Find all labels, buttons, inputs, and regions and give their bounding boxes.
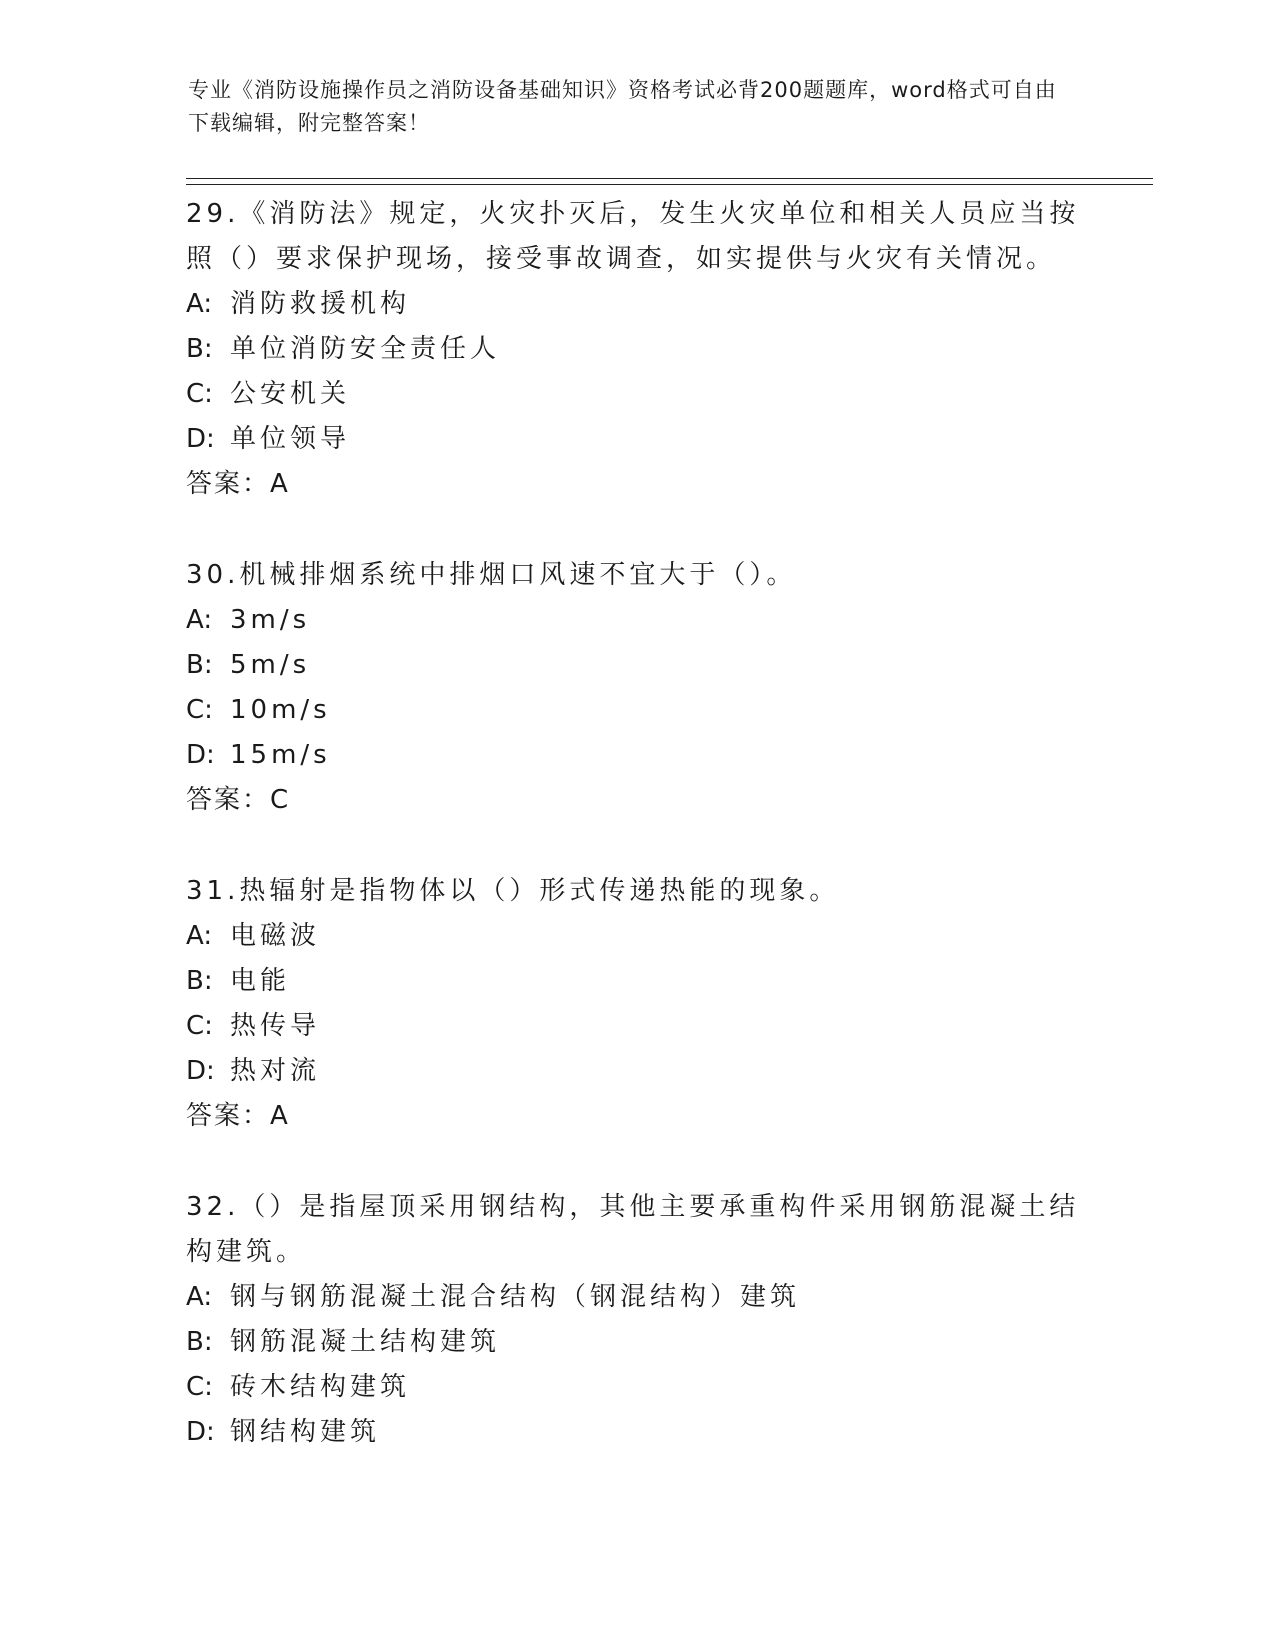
option-key: B: xyxy=(186,1327,213,1357)
option-key: C: xyxy=(186,1372,213,1402)
header-divider-top xyxy=(186,178,1153,179)
option-a xyxy=(186,598,1086,643)
option-text: 公安机关 xyxy=(230,379,351,409)
option-d xyxy=(186,417,1086,462)
option-a xyxy=(186,282,1086,327)
answer-line: 答案：A xyxy=(186,1101,290,1131)
option-text: 15m/s xyxy=(230,740,331,770)
option-text: 电磁波 xyxy=(230,921,321,951)
document-intro: 专业《消防设施操作员之消防设备基础知识》资格考试必背200题题库，word格式可自由下载编辑，附完整答案！ xyxy=(188,78,1057,135)
option-key: D: xyxy=(186,740,215,770)
option-key: D: xyxy=(186,424,215,454)
option-b xyxy=(186,1320,1086,1365)
question-stem: 31.热辐射是指物体以（）形式传递热能的现象。 xyxy=(186,876,840,906)
option-text: 5m/s xyxy=(230,650,311,680)
option-text: 钢筋混凝土结构建筑 xyxy=(230,1327,501,1357)
option-c xyxy=(186,372,1086,417)
option-a xyxy=(186,1275,1086,1320)
option-a xyxy=(186,914,1086,959)
option-d xyxy=(186,1049,1086,1094)
option-b xyxy=(186,959,1086,1004)
option-key: B: xyxy=(186,650,213,680)
option-text: 10m/s xyxy=(230,695,331,725)
option-c xyxy=(186,1365,1086,1410)
option-key: B: xyxy=(186,334,213,364)
option-b xyxy=(186,327,1086,372)
option-text: 消防救援机构 xyxy=(230,289,411,319)
option-key: C: xyxy=(186,379,213,409)
answer-line: 答案：A xyxy=(186,469,290,499)
option-c xyxy=(186,1004,1086,1049)
option-text: 热对流 xyxy=(230,1056,321,1086)
option-d xyxy=(186,733,1086,778)
option-text: 单位领导 xyxy=(230,424,351,454)
question-32 xyxy=(186,1185,1086,1455)
option-text: 砖木结构建筑 xyxy=(230,1372,411,1402)
question-stem: 32.（）是指屋顶采用钢结构，其他主要承重构件采用钢筋混凝土结构建筑。 xyxy=(186,1192,1080,1267)
answer-line: 答案：C xyxy=(186,785,291,815)
question-29 xyxy=(186,192,1086,507)
question-list xyxy=(186,192,1086,1501)
option-key: A: xyxy=(186,921,213,951)
option-key: A: xyxy=(186,1282,213,1312)
option-text: 钢与钢筋混凝土混合结构（钢混结构）建筑 xyxy=(230,1282,801,1312)
question-30 xyxy=(186,553,1086,823)
option-key: A: xyxy=(186,605,213,635)
option-d xyxy=(186,1410,1086,1455)
option-key: A: xyxy=(186,289,213,319)
question-31 xyxy=(186,869,1086,1139)
option-key: C: xyxy=(186,1011,213,1041)
question-stem: 30.机械排烟系统中排烟口风速不宜大于（）。 xyxy=(186,560,797,590)
option-text: 3m/s xyxy=(230,605,311,635)
option-c xyxy=(186,688,1086,733)
option-key: D: xyxy=(186,1417,215,1447)
option-b xyxy=(186,643,1086,688)
option-text: 单位消防安全责任人 xyxy=(230,334,501,364)
option-text: 钢结构建筑 xyxy=(230,1417,381,1447)
option-text: 电能 xyxy=(230,966,291,996)
option-key: D: xyxy=(186,1056,215,1086)
option-key: B: xyxy=(186,966,213,996)
question-stem: 29.《消防法》规定，火灾扑灭后，发生火灾单位和相关人员应当按照（）要求保护现场，接受事故调查，如实提供与火灾有关情况。 xyxy=(186,199,1080,274)
option-text: 热传导 xyxy=(230,1011,321,1041)
option-key: C: xyxy=(186,695,213,725)
header-divider-bottom xyxy=(186,184,1153,185)
